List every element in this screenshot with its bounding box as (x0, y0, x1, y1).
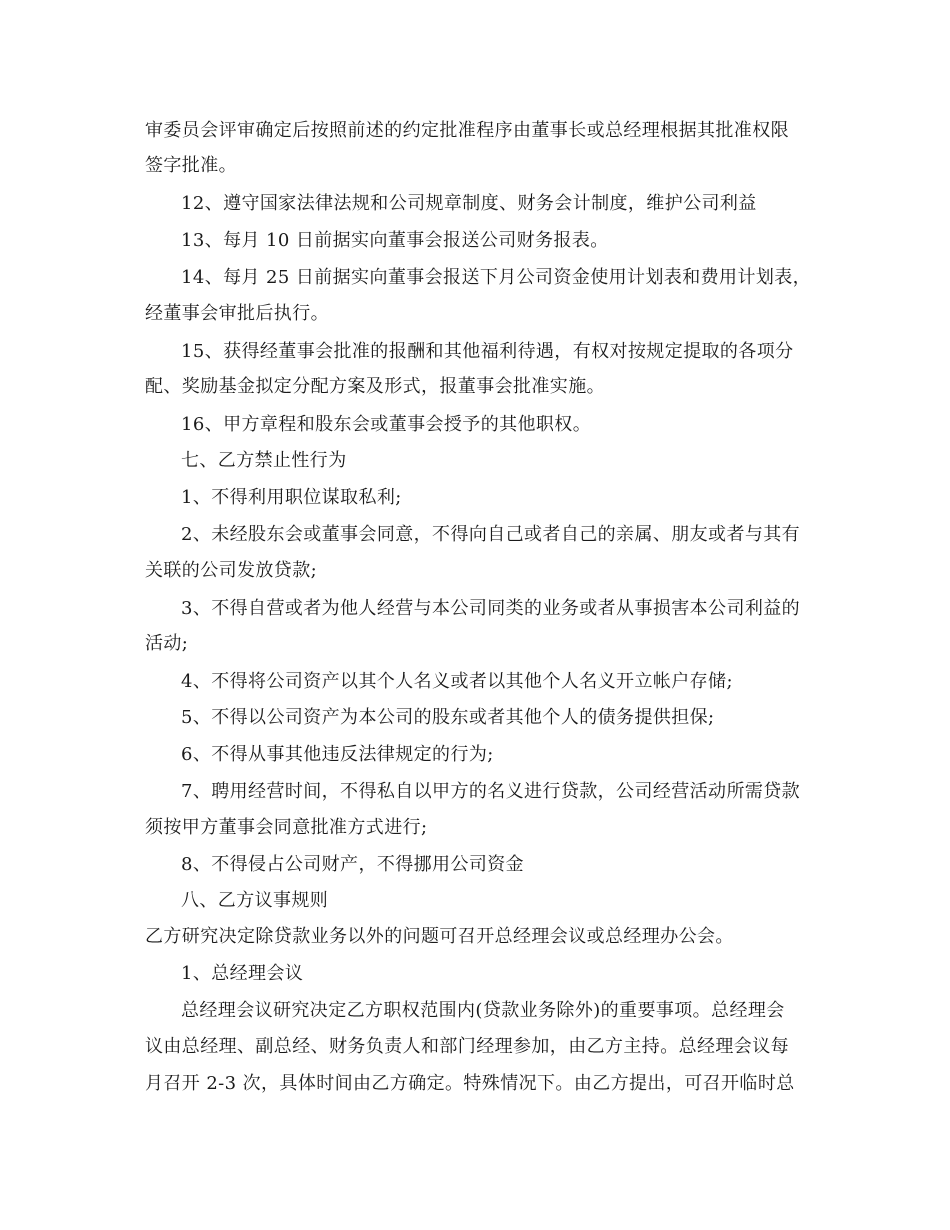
text-line: 3、不得自营或者为他人经营与本公司同类的业务或者从事损害本公司利益的 (181, 598, 801, 619)
text-line: 1、不得利用职位谋取私利; (181, 487, 402, 508)
text-line: 15、获得经董事会批准的报酬和其他福利待遇，有权对按规定提取的各项分 (181, 341, 794, 362)
text-line: 月召开 2-3 次，具体时间由乙方确定。特殊情况下。由乙方提出，可召开临时总 (145, 1073, 795, 1094)
text-line: 经董事会审批后执行。 (145, 303, 329, 324)
text-line: 7、聘用经营时间，不得私自以甲方的名义进行贷款，公司经营活动所需贷款 (181, 781, 801, 802)
text-line: 2、未经股东会或董事会同意，不得向自己或者自己的亲属、朋友或者与其有 (181, 524, 801, 545)
text-line: 16、甲方章程和股东会或董事会授予的其他职权。 (181, 414, 592, 435)
section-heading: 八、乙方议事规则 (181, 890, 329, 911)
text-line: 13、每月 10 日前据实向董事会报送公司财务报表。 (181, 230, 609, 251)
text-line: 审委员会评审确定后按照前述的约定批准程序由董事长或总经理根据其批准权限 (145, 120, 789, 141)
text-line: 14、每月 25 日前据实向董事会报送下月公司资金使用计划表和费用计划表， (181, 267, 812, 288)
text-line: 签字批准。 (145, 155, 237, 176)
section-heading: 七、乙方禁止性行为 (181, 450, 347, 471)
text-line: 6、不得从事其他违反法律规定的行为; (181, 744, 494, 765)
subsection-heading: 1、总经理会议 (181, 963, 304, 984)
text-line: 5、不得以公司资产为本公司的股东或者其他个人的债务提供担保; (181, 707, 715, 728)
text-line: 配、奖励基金拟定分配方案及形式，报董事会批准实施。 (145, 376, 605, 397)
text-line: 关联的公司发放贷款; (145, 560, 318, 581)
text-line: 4、不得将公司资产以其个人名义或者以其他个人名义开立帐户存储; (181, 671, 733, 692)
text-line: 议由总经理、副总经、财务负责人和部门经理参加，由乙方主持。总经理会议每 (145, 1036, 789, 1057)
text-line: 须按甲方董事会同意批准方式进行; (145, 817, 428, 838)
text-line: 8、不得侵占公司财产，不得挪用公司资金 (181, 854, 525, 875)
text-line: 12、遵守国家法律法规和公司规章制度、财务会计制度，维护公司利益 (181, 193, 757, 214)
text-line: 乙方研究决定除贷款业务以外的问题可召开总经理会议或总经理办公会。 (145, 926, 734, 947)
text-line: 总经理会议研究决定乙方职权范围内(贷款业务除外)的重要事项。总经理会 (181, 1000, 785, 1021)
text-line: 活动; (145, 633, 189, 654)
